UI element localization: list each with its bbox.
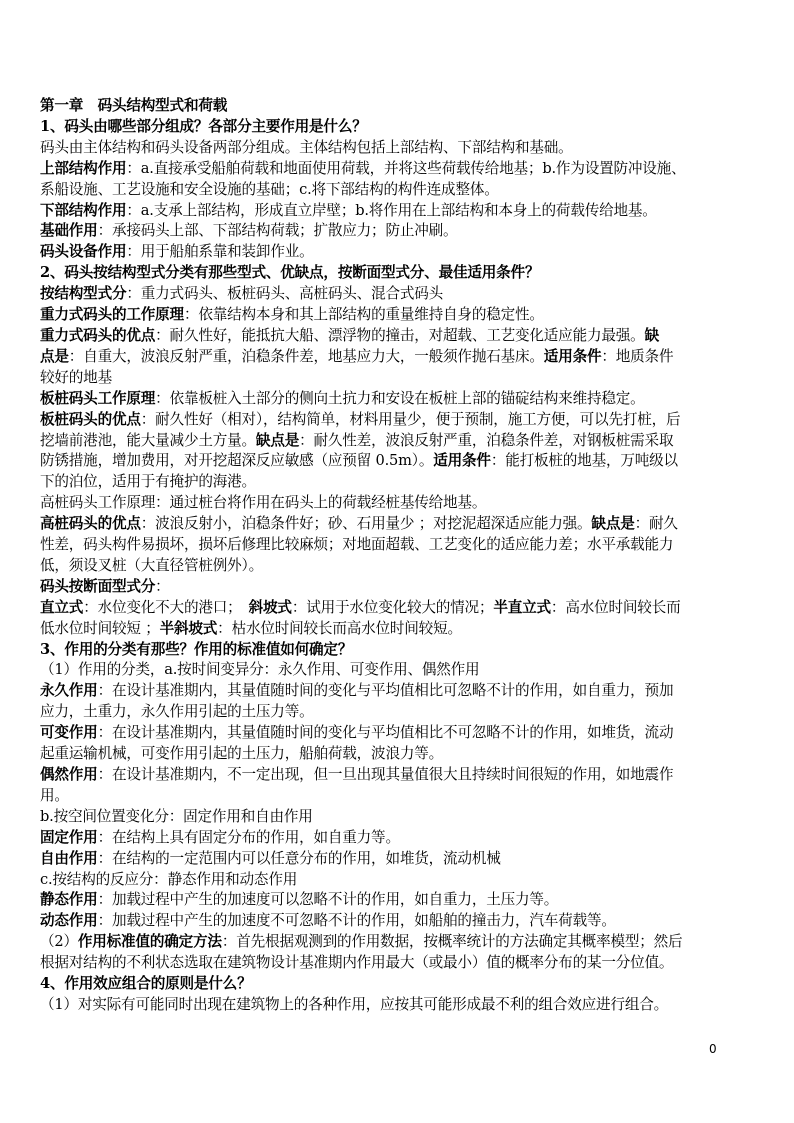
permanent-label: 永久作用 xyxy=(40,682,98,700)
type-text: ：重力式码头、板桩码头、高桩码头、混合式码头 xyxy=(126,285,444,303)
standard-value-line-1 xyxy=(40,932,756,953)
gravity-principle-line xyxy=(40,305,756,326)
semi-slope-label: 半斜坡式 xyxy=(159,619,218,637)
slope-label: 斜坡式 xyxy=(248,598,292,616)
question-1: 1、码头由哪些部分组成？各部分主要作用是什么？ xyxy=(40,117,367,135)
standard-prefix: （2） xyxy=(40,933,78,951)
q1-upper-line-1 xyxy=(40,159,756,180)
gravity-disadv-head: 缺 xyxy=(644,326,659,344)
sheet-line-2-b: ：耐久性差，波浪反射严重，泊稳条件差，对钢板桩需采取 xyxy=(299,431,674,449)
semi-vertical-text: ：高水位时间较长而 xyxy=(550,598,681,616)
dynamic-label: 动态作用 xyxy=(40,912,98,930)
section-type-line xyxy=(40,577,756,598)
variable-line-2: 起重运输机械，可变作用引起的土压力，船舶荷载，波浪力等。 xyxy=(40,745,444,763)
q4-paragraph-1: （1）对实际有可能同时出现在建筑物上的各种作用，应按其可能形成最不利的组合效应进行组合。 xyxy=(40,995,669,1013)
sheet-line-4: 下的泊位，适用于有掩护的海港。 xyxy=(40,473,256,491)
lower-text: ：a.支承上部结构，形成直立岸壁；b.将作用在上部结构和本身上的荷载传给地基。 xyxy=(126,201,657,219)
pile-adv-text: ：波浪反射小，泊稳条件好；砂、石用量少 ；对挖泥超深适应能力强。 xyxy=(140,515,592,533)
upper-label: 上部结构作用 xyxy=(40,159,127,177)
pile-principle-text: ：通过桩台将作用在码头上的荷载经桩基传给地基。 xyxy=(155,494,487,512)
variable-label: 可变作用 xyxy=(40,724,98,742)
sheet-adv-text: ：耐久性好（相对），结构简单，材料用量少，便于预制，施工方便，可以先打桩，后 xyxy=(140,410,681,428)
foundation-label: 基础作用 xyxy=(40,222,98,240)
accidental-line-2: 用。 xyxy=(40,786,69,804)
fixed-line xyxy=(40,828,756,849)
sheet-principle-label: 板桩码头工作原理 xyxy=(40,389,156,407)
gravity-line-3: 较好的地基 xyxy=(40,368,112,386)
sheet-line-3-b: ：能打板桩的地基，万吨级以 xyxy=(490,452,678,470)
accidental-text-1: ：在设计基准期内，不一定出现，但一旦出现其量值很大且持续时间很短的作用，如地震作 xyxy=(97,766,674,783)
permanent-text-1: ：在设计基准期内，其量值随时间的变化与平均值相比可忽略不计的作用，如自重力，预加 xyxy=(97,682,674,700)
q1-equipment-line xyxy=(40,242,756,263)
type-label: 按结构型式分 xyxy=(40,285,127,303)
semi-slope-text: ：枯水位时间较长而高水位时间较短。 xyxy=(217,619,462,637)
gravity-cond-text: ：地质条件 xyxy=(601,347,674,365)
static-line xyxy=(40,890,756,911)
q1-lower-line xyxy=(40,201,756,222)
pile-disadv-head: ：耐久 xyxy=(634,515,678,533)
dynamic-text: ：加载过程中产生的加速度不可忽略不计的作用，如船舶的撞击力，汽车荷载等。 xyxy=(97,912,616,930)
static-text: ：加载过程中产生的加速度可以忽略不计的作用，如自重力，土压力等。 xyxy=(97,891,559,909)
question-3: 3、作用的分类有那些？作用的标准值如何确定？ xyxy=(40,640,353,658)
standard-value-line-2: 根据对结构的不利状态选取在建筑物设计基准期内作用最大（或最小）值的概率分布的某一分位值。 xyxy=(40,954,674,972)
semi-vertical-label: 半直立式 xyxy=(493,598,551,616)
vertical-text: ：水位变化不大的港口； xyxy=(83,598,235,616)
gravity-adv-label: 重力式码头的优点 xyxy=(40,326,156,344)
pile-line-3: 低，须设叉桩（大直径管桩例外）。 xyxy=(40,556,264,574)
sheet-line-1 xyxy=(40,410,756,431)
sheet-line-3-a: 防锈措施，增加费用，对开挖超深反应敏感（应预留 0.5m）。 xyxy=(40,452,434,470)
fixed-label: 固定作用 xyxy=(40,828,98,846)
page-number: 0 xyxy=(709,1042,717,1056)
slope-text: ：试用于水位变化较大的情况； xyxy=(291,598,494,616)
section-type-label: 码头按断面型式分 xyxy=(40,577,156,595)
gravity-cond-label: 适用条件 xyxy=(543,347,602,365)
gravity-principle-text: ：依靠结构本身和其上部结构的重量维持自身的稳定性。 xyxy=(183,306,544,324)
pile-line-1 xyxy=(40,514,756,535)
gravity-line-2 xyxy=(40,347,756,368)
pile-principle-label: 高桩码头工作原理 xyxy=(40,494,156,512)
q3-classification: （1）作用的分类，a.按时间变异分：永久作用、可变作用、偶然作用 xyxy=(40,661,480,679)
sheet-disadv-label: 缺点是 xyxy=(255,431,300,449)
free-line xyxy=(40,849,756,870)
gravity-adv-text: ：耐久性好，能抵抗大船、漂浮物的撞击，对超载、工艺变化适应能力最强。 xyxy=(155,326,645,344)
standard-text-1: ：首先根据观测到的作用数据，按概率统计的方法确定其概率模型；然后 xyxy=(221,933,683,951)
upper-text-1: ：a.直接承受船舶荷载和地面使用荷载，并将这些荷载传给地基；b.作为设置防冲设施、 xyxy=(126,159,686,177)
q1-upper-line-2: 系船设施、工艺设施和安全设施的基础；c.将下部结构的构件连成整体。 xyxy=(40,180,499,198)
gravity-disadv-text: ：自重大，波浪反射严重，泊稳条件差，地基应力大，一般须作抛石基床。 xyxy=(68,347,544,365)
free-text: ：在结构的一定范围内可以任意分布的作用，如堆货，流动机械 xyxy=(97,849,501,867)
section-type-colon: ： xyxy=(155,577,170,595)
chapter-title: 第一章 码头结构型式和荷载 xyxy=(40,97,228,114)
pile-adv-label: 高桩码头的优点 xyxy=(40,515,141,533)
pile-line-2: 性差，码头构件易损坏，损坏后修理比较麻烦；对地面超载、工艺变化的适应能力差；水平承载能力 xyxy=(40,536,674,554)
sheet-line-3 xyxy=(40,451,756,472)
standard-label: 作用标准值的确定方法 xyxy=(77,933,222,951)
equipment-label: 码头设备作用 xyxy=(40,243,127,261)
sheet-adv-label: 板桩码头的优点 xyxy=(40,410,141,428)
fixed-text: ：在结构上具有固定分布的作用，如自重力等。 xyxy=(97,828,400,846)
static-label: 静态作用 xyxy=(40,891,98,909)
vertical-label: 直立式 xyxy=(40,598,84,616)
gravity-disadv-label: 点是 xyxy=(40,347,69,365)
sheet-line-2 xyxy=(40,431,756,452)
pile-principle-line xyxy=(40,493,756,514)
accidental-line-1 xyxy=(40,765,756,786)
q2-type-line xyxy=(40,284,756,305)
gravity-line-1 xyxy=(40,326,756,347)
question-2: 2、码头按结构型式分类有那些型式、优缺点，按断面型式分、最佳适用条件？ xyxy=(40,264,540,282)
permanent-line-2: 应力，土重力，永久作用引起的土压力等。 xyxy=(40,703,314,721)
sheet-principle-line xyxy=(40,389,756,410)
section-line-2 xyxy=(40,619,756,640)
lower-label: 下部结构作用 xyxy=(40,201,127,219)
section-line-2-a: 低水位时间较短 ； xyxy=(40,619,160,637)
equipment-text: ：用于船舶系靠和装卸作业。 xyxy=(126,243,314,261)
accidental-label: 偶然作用 xyxy=(40,766,98,783)
q1-foundation-line xyxy=(40,221,756,242)
dynamic-line xyxy=(40,911,756,932)
free-label: 自由作用 xyxy=(40,849,98,867)
sheet-line-2-a: 挖墙前港池，能大量减少土方量。 xyxy=(40,431,256,449)
sheet-cond-label: 适用条件 xyxy=(433,452,491,470)
permanent-line-1 xyxy=(40,681,756,702)
reaction-classification: c.按结构的反应分：静态作用和动态作用 xyxy=(40,870,298,888)
variable-text-1: ：在设计基准期内，其量值随时间的变化与平均值相比不可忽略不计的作用，如堆货，流动 xyxy=(97,724,674,742)
sheet-principle-text: ：依靠板桩入土部分的侧向土抗力和安设在板桩上部的锚碇结构来维持稳定。 xyxy=(155,389,645,407)
q1-intro: 码头由主体结构和码头设备两部分组成。主体结构包括上部结构、下部结构和基础。 xyxy=(40,138,573,156)
foundation-text: ：承接码头上部、下部结构荷载；扩散应力；防止冲刷。 xyxy=(97,222,458,240)
document-page xyxy=(40,96,756,1016)
section-line-1 xyxy=(40,598,756,619)
pile-disadv-label: 缺点是 xyxy=(591,515,635,533)
question-4: 4、作用效应组合的原则是什么？ xyxy=(40,975,252,993)
variable-line-1 xyxy=(40,723,756,744)
spatial-classification: b.按空间位置变化分：固定作用和自由作用 xyxy=(40,807,313,825)
gravity-principle-label: 重力式码头的工作原理 xyxy=(40,306,184,324)
